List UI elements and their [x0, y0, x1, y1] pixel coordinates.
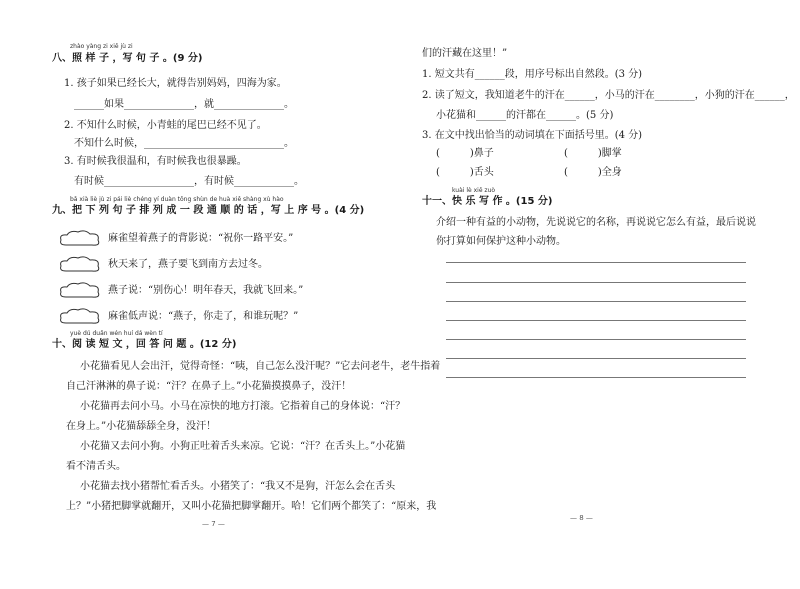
passage-line-6: 看不清舌头。 [66, 461, 126, 472]
passage-line-3: 小花猫再去问小马。小马在凉快的地方打滚。它指着自己的身体说：“汗？ [80, 401, 406, 412]
sec9-heading: 九、把 下 列 句 子 排 列 成 一 段 通 顺 的 话 ，写 上 序 号 。(4 分) [52, 205, 365, 216]
verb-blank-body[interactable]: ( )全身 [564, 167, 622, 178]
sec9-item-1: 麻雀望着燕子的背影说：“祝你一路平安。” [108, 233, 294, 244]
passage-line-5: 小花猫又去问小狗。小狗正吐着舌头来凉。它说：“汗？在舌头上。”小花猫 [80, 441, 406, 452]
passage-line-7: 小花猫去找小猪帮忙看舌头。小猪笑了：“我又不是狗，汗怎么会在舌头 [80, 481, 396, 492]
sec8-q3: 3. 有时候我很温和，有时候我也很暴躁。 [64, 156, 247, 167]
passage-line-1: 小花猫看见人会出汗，觉得奇怪：“咦，自己怎么没汗呢？”它去问老牛，老牛指着 [80, 361, 441, 372]
writing-line-5[interactable] [446, 339, 746, 340]
cloud-answer-box-1[interactable] [58, 230, 102, 248]
cloud-answer-box-3[interactable] [58, 282, 102, 300]
writing-line-1[interactable] [446, 262, 746, 263]
cloud-answer-box-4[interactable] [58, 308, 102, 326]
sec8-q1-fill[interactable]: ______如果______________，就______________。 [74, 99, 294, 110]
sec9-item-4: 麻雀低声说：“燕子，你走了，和谁玩呢？” [108, 311, 299, 322]
page-number-right: — 8 — [570, 514, 593, 522]
sec8-q2-fill[interactable]: 不知什么时候，____________________________。 [74, 138, 294, 149]
passage-continuation: 们的汗藏在这里！” [422, 48, 508, 59]
verb-blank-tongue[interactable]: ( )舌头 [436, 167, 494, 178]
writing-line-7[interactable] [446, 377, 746, 378]
passage-line-2: 自己汗淋淋的鼻子说：“汗？在鼻子上。”小花猫摸摸鼻子，没汗！ [66, 381, 352, 392]
question-2-line-1: 2. 读了短文，我知道老牛的汗在______，小马的汗在________，小狗的汗在______， [422, 90, 795, 101]
right-page [400, 0, 800, 589]
question-2-line-2: 小花猫和______的汗都在______。(5 分) [436, 110, 614, 121]
sec10-heading: 十、阅 读 短 文 ，回 答 问 题 。(12 分) [52, 339, 237, 350]
question-3: 3. 在文中找出恰当的动词填在下面括号里。(4 分) [422, 130, 643, 141]
question-1: 1. 短文共有______段，用序号标出自然段。(3 分) [422, 69, 643, 80]
verb-blank-paw[interactable]: ( )脚掌 [564, 148, 622, 159]
sec8-q3-fill[interactable]: 有时候__________________，有时候____________。 [74, 176, 304, 187]
sec8-q2: 2. 不知什么时候，小青蛙的尾巴已经不见了。 [64, 120, 267, 131]
sec8-q1: 1. 孩子如果已经长大，就得告别妈妈，四海为家。 [64, 78, 287, 89]
writing-prompt-line-2: 你打算如何保护这种小动物。 [436, 236, 566, 247]
writing-prompt-line-1: 介绍一种有益的小动物，先说说它的名称，再说说它怎么有益，最后说说 [436, 217, 756, 228]
writing-line-3[interactable] [446, 301, 746, 302]
writing-line-6[interactable] [446, 358, 746, 359]
sec10-pinyin: yuè dú duǎn wén huí dá wèn tí [70, 330, 163, 337]
writing-line-4[interactable] [446, 320, 746, 321]
sec9-item-2: 秋天来了，燕子要飞到南方去过冬。 [108, 259, 268, 270]
sec8-pinyin: zhào yàng zi xiě jù zi [70, 43, 133, 50]
sec8-heading: 八、照 样 子 ，写 句 子 。(9 分) [52, 53, 203, 64]
cloud-answer-box-2[interactable] [58, 256, 102, 274]
verb-blank-nose[interactable]: ( )鼻子 [436, 148, 494, 159]
page-number-left: — 7 — [202, 520, 225, 528]
sec11-pinyin: kuài lè xiě zuò [452, 187, 496, 194]
sec9-pinyin: bǎ xià liè jù zi pái liè chéng yí duàn tōng shùn de huà xiě shàng xù hào [70, 196, 284, 203]
writing-line-2[interactable] [446, 282, 746, 283]
passage-line-8: 上？”小猪把脚掌就翻开，又叫小花猫把脚掌翻开。哈！它们两个都笑了：“原来，我 [66, 501, 437, 512]
passage-line-4: 在身上。”小花猫舔舔全身，没汗！ [66, 421, 217, 432]
sec9-item-3: 燕子说：“别伤心！明年春天，我就飞回来。” [108, 285, 304, 296]
sec11-heading: 十一、快 乐 写 作 。(15 分) [422, 196, 553, 207]
